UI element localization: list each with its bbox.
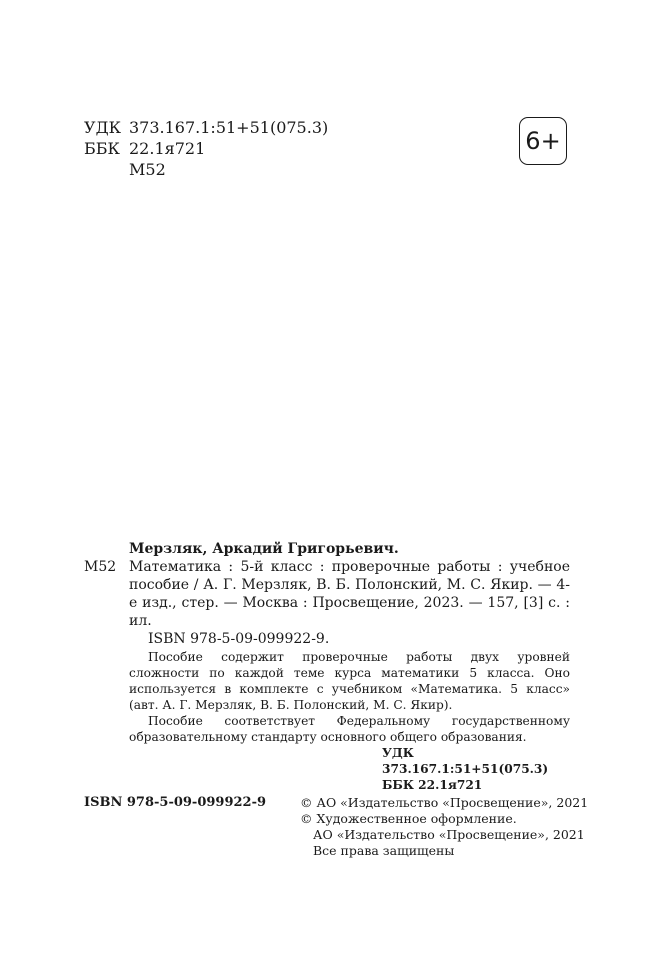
- udk-value: 373.167.1:51+51(075.3): [129, 118, 329, 137]
- bbk-label: ББК: [84, 139, 120, 158]
- bottom-isbn: ISBN 978-5-09-099922-9: [84, 795, 267, 810]
- entry-codes: [84, 745, 570, 793]
- annotation-paragraph-1: Пособие содержит проверочные работы двух уровней сложности по каждой теме курса математики 5 класса. Оно используется в комплекте с учебником «Математика. 5 класс» (авт. А. Г. Мерзляк, В. Б. Полонский, М. С. Якир).: [129, 650, 570, 712]
- author-mark-row: [84, 159, 328, 180]
- udk-row: [84, 117, 328, 138]
- entry-udk: УДК 373.167.1:51+51(075.3): [382, 746, 549, 776]
- copyright-line-3: АО «Издательство «Просвещение», 2021: [313, 827, 585, 842]
- entry-isbn: ISBN 978-5-09-099922-9.: [148, 631, 330, 647]
- author-heading: Мерзляк, Аркадий Григорьевич.: [129, 541, 399, 557]
- bbk-row: [84, 138, 328, 159]
- copyright-block: [300, 795, 588, 859]
- cutter-mark: М52: [84, 559, 117, 575]
- catalog-entry: [84, 540, 570, 793]
- bibliographic-description: Математика : 5-й класс : проверочные работы : учебное пособие / А. Г. Мерзляк, В. Б. Полонский, М. С. Якир. — 4-е изд., стер. — Москва : Просвещение, 2023. — 157, [3] с. : ил.: [129, 559, 570, 629]
- copyright-line-2: © Художественное оформление.: [300, 811, 517, 826]
- bbk-value: 22.1я721: [129, 139, 206, 158]
- annotation: [84, 649, 570, 745]
- age-rating-badge: 6+: [519, 117, 567, 165]
- rights-line: Все права защищены: [313, 843, 455, 858]
- annotation-paragraph-2: Пособие соответствует Федеральному государственному образовательному стандарту основного общего образования.: [129, 714, 570, 744]
- udk-label: УДК: [84, 118, 121, 137]
- author-mark: М52: [129, 160, 166, 179]
- entry-bbk: ББК 22.1я721: [382, 778, 483, 792]
- classification-codes: [84, 117, 328, 180]
- description-row: [84, 558, 570, 630]
- copyright-line-1: © АО «Издательство «Просвещение», 2021: [300, 795, 589, 810]
